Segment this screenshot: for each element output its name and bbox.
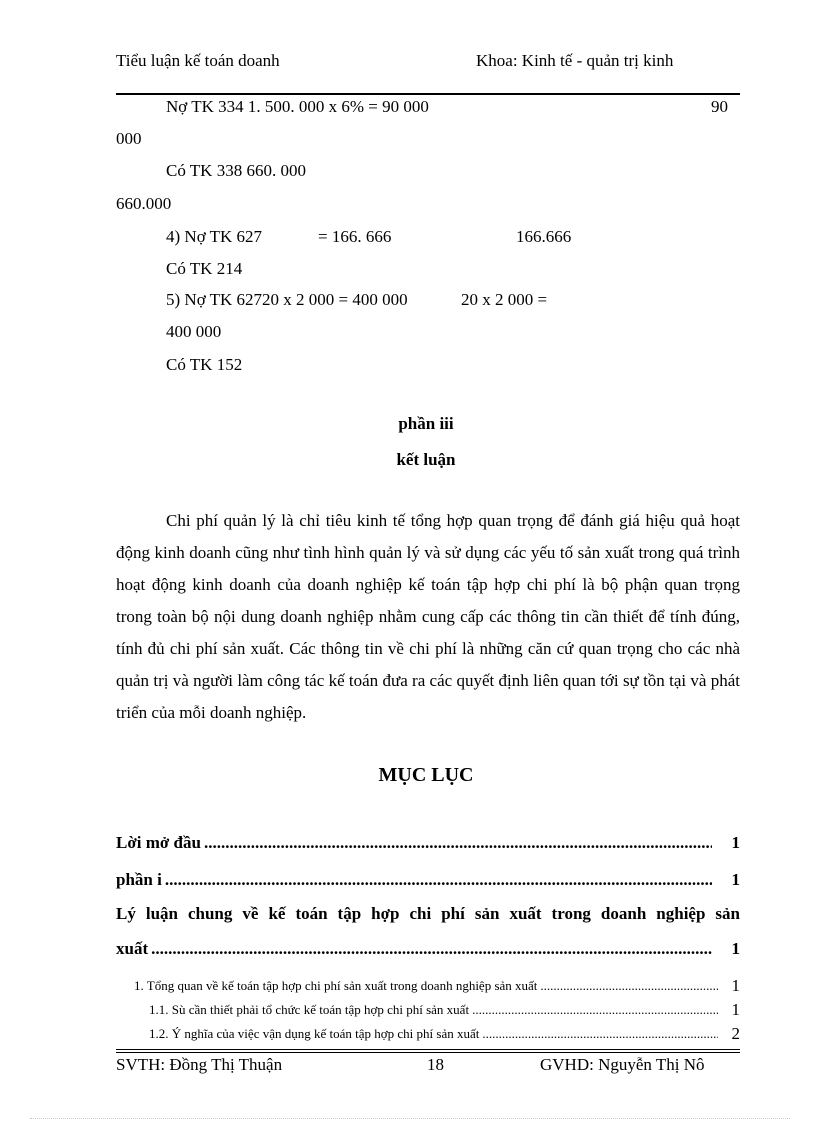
entry-line-7-calc: 20 x 2 000 = <box>461 290 548 309</box>
toc-item-1[interactable] <box>116 833 740 853</box>
toc-item-3-line1[interactable]: Lý luận chung về kế toán tập hợp chi phí sản xuất trong doanh nghiệp sản <box>116 904 740 923</box>
toc-leader <box>201 833 712 853</box>
toc-item-3-line2[interactable] <box>116 939 740 959</box>
toc-item-label: phần i <box>116 870 162 889</box>
toc-item-label: 1.2. Ý nghĩa của việc vận dụng kế toán tập hợp chi phí sản xuất <box>149 1026 480 1041</box>
entry-line-5-account: 4) Nợ TK 627 <box>166 227 263 246</box>
entry-line-5-value: = 166. 666 <box>318 227 392 246</box>
toc-item-page: 1 <box>731 939 740 958</box>
entry-line-2: 000 <box>116 129 142 148</box>
section-title: kết luận <box>396 450 456 469</box>
entry-line-1: Nợ TK 334 1. 500. 000 x 6% = 90 000 <box>166 97 429 116</box>
toc-subitem-1-1[interactable] <box>149 1002 740 1018</box>
footer-right: GVHD: Nguyễn Thị Nô <box>540 1055 705 1074</box>
header-rule <box>116 93 740 95</box>
entry-line-7: 5) Nợ TK 62720 x 2 000 = 400 000 <box>166 290 408 309</box>
entry-line-1-amount: 90 <box>711 97 728 116</box>
header-left: Tiểu luận kế toán doanh <box>116 51 280 70</box>
toc-item-page: 1 <box>731 870 740 889</box>
toc-leader <box>479 1026 718 1042</box>
footer-rule-double <box>116 1052 740 1053</box>
toc-title: MỤC LỤC <box>378 764 474 786</box>
footer-left: SVTH: Đồng Thị Thuận <box>116 1055 283 1074</box>
page-edge-dotted-line <box>30 1118 790 1119</box>
page-number: 18 <box>427 1055 444 1074</box>
toc-subitem-1-2[interactable] <box>149 1026 740 1042</box>
toc-leader <box>162 870 712 890</box>
section-part: phần iii <box>398 414 454 433</box>
toc-leader <box>469 1002 718 1018</box>
entry-line-9: Có TK 152 <box>166 355 243 374</box>
toc-leader <box>537 978 718 994</box>
entry-line-4: 660.000 <box>116 194 172 213</box>
toc-item-page: 1 <box>731 976 740 995</box>
toc-item-label: xuất <box>116 939 149 958</box>
toc-leader <box>148 939 712 959</box>
footer-rule <box>116 1049 740 1050</box>
toc-item-label: 1.1. Sù cần thiết phải tổ chức kế toán tập hợp chi phí sản xuất <box>149 1002 470 1017</box>
toc-item-label: 1. Tổng quan về kế toán tập hợp chi phí sản xuất trong doanh nghiệp sản xuất <box>134 978 538 993</box>
entry-line-5-amount: 166.666 <box>516 227 572 246</box>
entry-line-3: Có TK 338 660. 000 <box>166 161 306 180</box>
toc-item-page: 2 <box>731 1024 740 1043</box>
entry-line-6: Có TK 214 <box>166 259 243 278</box>
toc-item-page: 1 <box>731 1000 740 1019</box>
entry-line-8: 400 000 <box>166 322 222 341</box>
header-right: Khoa: Kinh tế - quản trị kinh <box>476 51 674 70</box>
toc-subitem-1[interactable] <box>134 978 740 994</box>
toc-item-2[interactable] <box>116 870 740 890</box>
conclusion-paragraph: Chi phí quản lý là chỉ tiêu kinh tế tổng hợp quan trọng để đánh giá hiệu quả hoạt động kinh doanh cũng như tình hình quản lý và sử dụng các yếu tố sản xuất trong quá trình hoạt động kinh doanh của doanh nghiệp kế toán tập hợp chi phí là bộ phận quan trọng trong toàn bộ nội dung doanh nghiệp nhằm cung cấp các thông tin cần thiết để tính đúng, tính đủ chi phí sản xuất. Các thông tin về chi phí là những căn cứ quan trọng cho các nhà quản trị và người làm công tác kế toán đưa ra các quyết định liên quan tới sự tồn tại và phát triển của mỗi doanh nghiệp. <box>116 511 740 722</box>
toc-item-page: 1 <box>731 833 740 852</box>
toc-item-label: Lời mở đầu <box>116 833 201 852</box>
